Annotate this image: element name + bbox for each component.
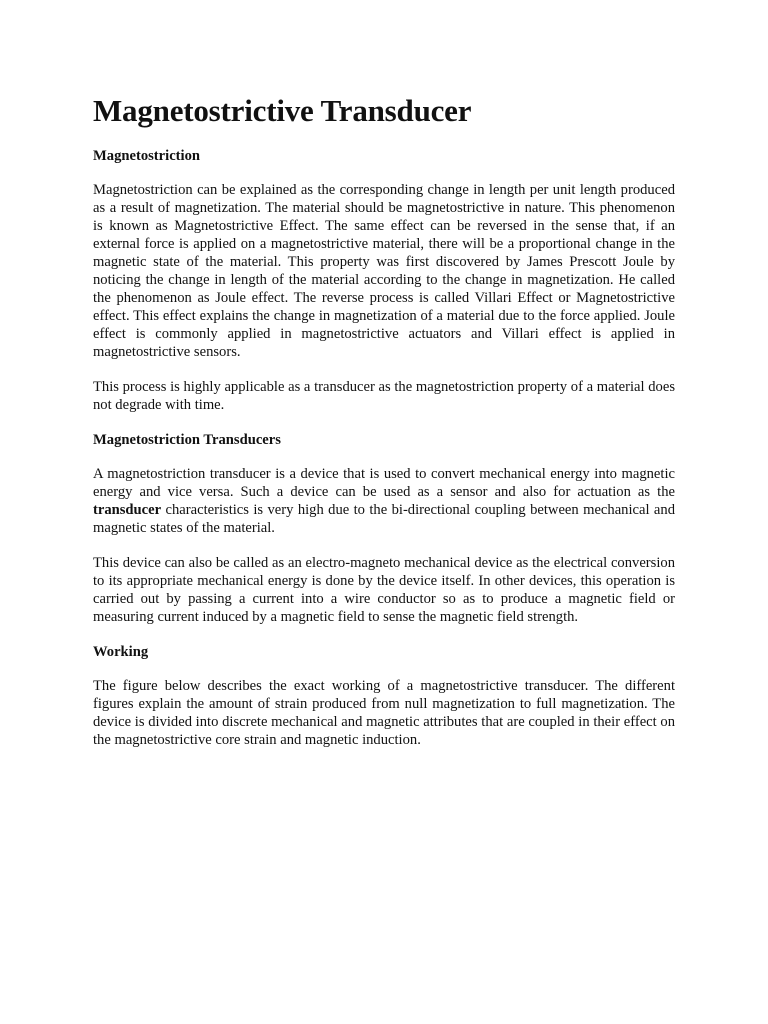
paragraph-magnetostriction-definition: Magnetostriction can be explained as the corresponding change in length per unit length produced as a result of magnetization. The material should be magnetostrictive in nature. This phenomenon is known as Magnetostrictive Effect. The same effect can be reversed in the sense that, if an external force is applied on a magnetostrictive material, there will be a proportional change in the magnetic state of the material. This property was first discovered by James Prescott Joule by noticing the change in length of the material according to the change in magnetization. He called the phenomenon as Joule effect. The reverse process is called Villari Effect or Magnetostrictive effect. This effect explains the change in magnetization of a material due to the force applied. Joule effect is commonly applied in magnetostrictive actuators and Villari effect is applied in magnetostrictive sensors. (93, 182, 675, 360)
document-title: Magnetostrictive Transducer (93, 93, 472, 128)
section-heading-transducers: Magnetostriction Transducers (93, 432, 281, 448)
paragraph-text-end: characteristics is very high due to the bi-directional coupling between mechanical and magnetic states of the material. (93, 502, 675, 536)
paragraph-electro-magneto-device: This device can also be called as an electro-magneto mechanical device as the electrical conversion to its appropriate mechanical energy is done by the device itself. In other devices, this operation is carried out by passing a current into a wire conductor so as to produce a magnetic field or measuring current induced by a magnetic field to sense the magnetic field strength. (93, 555, 675, 625)
document-page (93, 92, 675, 766)
paragraph-transducer-applicability: This process is highly applicable as a transducer as the magnetostriction property of a material does not degrade with time. (93, 379, 675, 413)
transducer-bold-term: transducer (93, 502, 162, 518)
paragraph-text-start: A magnetostriction transducer is a device that is used to convert mechanical energy into magnetic energy and vice versa. Such a device can be used as a sensor and also for actuation as the (93, 466, 675, 500)
section-heading-magnetostriction: Magnetostriction (93, 148, 200, 164)
section-heading-working: Working (93, 644, 149, 660)
paragraph-working-description: The figure below describes the exact working of a magnetostrictive transducer. The different figures explain the amount of strain produced from null magnetization to full magnetization. The device is divided into discrete mechanical and magnetic attributes that are coupled in their effect on the magnetostrictive core strain and magnetic induction. (93, 678, 675, 748)
paragraph-transducer-description (93, 465, 675, 537)
